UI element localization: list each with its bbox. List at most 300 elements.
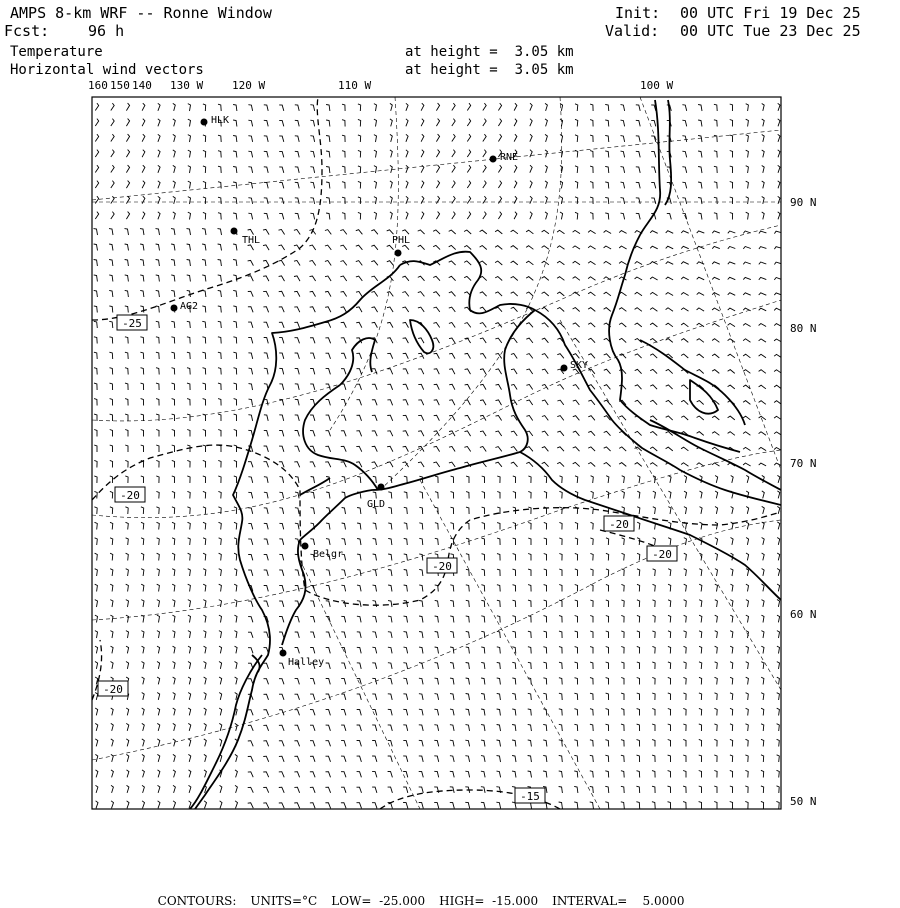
- wind-vector: [310, 539, 314, 545]
- wind-vector: [433, 276, 440, 280]
- wind-vector: [681, 463, 688, 466]
- wind-vector: [325, 322, 330, 327]
- wind-vector: [668, 507, 671, 514]
- wind-vector: [604, 246, 612, 249]
- contour-label-text: -20: [609, 518, 629, 531]
- wind-vector: [512, 740, 516, 747]
- wind-vector: [434, 338, 440, 343]
- wind-vector: [746, 135, 749, 142]
- wind-vector: [774, 401, 781, 405]
- wind-vector: [279, 617, 284, 623]
- wind-vector: [310, 679, 315, 685]
- wind-vector: [234, 414, 237, 421]
- wind-vector: [295, 120, 299, 126]
- wind-vector: [172, 538, 175, 545]
- wind-vector: [188, 584, 191, 591]
- wind-vector: [310, 307, 316, 312]
- wind-vector: [559, 709, 562, 716]
- wind-vector: [714, 739, 717, 746]
- wind-vector: [590, 709, 593, 716]
- wind-vector: [761, 801, 764, 808]
- wind-vector: [173, 754, 175, 762]
- wind-vector: [450, 663, 454, 670]
- wind-vector: [326, 400, 331, 406]
- wind-vector: [483, 212, 486, 219]
- wind-vector: [218, 491, 221, 498]
- wind-vector: [605, 213, 609, 220]
- wind-vector: [777, 755, 780, 762]
- wind-vector: [172, 507, 175, 514]
- wind-vector: [202, 229, 206, 235]
- wind-vector: [141, 631, 144, 638]
- wind-vector: [203, 430, 206, 437]
- wind-vector: [109, 260, 113, 267]
- wind-vector: [481, 725, 485, 731]
- wind-vector: [728, 432, 735, 436]
- wind-vector: [466, 554, 469, 561]
- wind-vector: [730, 708, 733, 715]
- wind-vector: [263, 307, 268, 313]
- wind-vector: [111, 165, 114, 172]
- latitude-label: 80 N: [790, 322, 817, 335]
- wind-vector: [340, 261, 346, 266]
- wind-vector: [358, 166, 361, 173]
- wind-vector: [778, 119, 780, 127]
- wind-vector: [342, 135, 345, 142]
- wind-vector: [387, 230, 394, 234]
- wind-vector: [173, 739, 176, 747]
- wind-vector: [173, 662, 176, 669]
- wind-vector: [310, 710, 315, 716]
- wind-vector: [606, 569, 609, 576]
- wind-vector: [94, 476, 97, 483]
- wind-vector: [341, 616, 345, 622]
- wind-vector: [481, 569, 484, 576]
- wind-vector: [528, 771, 532, 778]
- wind-vector: [341, 369, 346, 375]
- wind-vector: [248, 508, 252, 514]
- wind-vector: [604, 385, 611, 390]
- wind-vector: [728, 293, 736, 296]
- wind-vector: [590, 771, 594, 778]
- wind-vector: [372, 694, 376, 700]
- wind-vector: [637, 507, 640, 514]
- wind-vector: [326, 710, 331, 716]
- wind-vector: [388, 570, 392, 577]
- wind-vector: [310, 213, 314, 219]
- wind-vector: [203, 584, 206, 591]
- wind-vector: [450, 740, 454, 746]
- wind-vector: [372, 384, 377, 390]
- wind-vector: [263, 741, 268, 747]
- wind-vector: [295, 648, 300, 654]
- wind-vector: [110, 600, 113, 607]
- wind-vector: [467, 150, 470, 157]
- wind-vector: [682, 151, 686, 157]
- wind-vector: [95, 662, 98, 669]
- wind-vector: [637, 678, 640, 685]
- wind-vector: [233, 275, 237, 282]
- wind-vector: [295, 446, 300, 452]
- wind-vector: [575, 585, 578, 592]
- wind-vector: [325, 462, 331, 467]
- wind-vector: [746, 553, 749, 560]
- wind-vector: [95, 165, 98, 172]
- wind-vector: [203, 383, 206, 390]
- wind-vector: [387, 322, 393, 327]
- wind-vector: [326, 120, 330, 127]
- wind-vector: [635, 308, 642, 312]
- wind-vector: [294, 230, 300, 235]
- wind-vector: [573, 431, 580, 436]
- wind-vector: [187, 290, 191, 297]
- wind-vector: [311, 477, 315, 484]
- contour-label-text: -15: [520, 790, 540, 803]
- wind-vector: [575, 600, 578, 607]
- station-phl: [392, 235, 410, 257]
- wind-vector: [264, 446, 269, 452]
- wind-vector: [295, 105, 299, 111]
- wind-vector: [605, 135, 609, 142]
- wind-vector: [390, 119, 392, 127]
- wind-vector: [218, 476, 221, 483]
- wind-vector: [684, 600, 687, 607]
- wind-vector: [157, 631, 160, 638]
- wind-vector: [94, 430, 97, 437]
- wind-vector: [776, 801, 779, 808]
- wind-vector: [356, 322, 362, 327]
- wind-vector: [452, 150, 455, 157]
- wind-vector: [341, 710, 346, 716]
- wind-vector: [233, 136, 237, 143]
- wind-vector: [588, 354, 595, 359]
- wind-vector: [234, 615, 237, 622]
- wind-vector: [388, 709, 392, 715]
- wind-vector: [588, 463, 595, 467]
- wind-vector: [94, 306, 98, 313]
- wind-vector: [111, 801, 113, 809]
- wind-vector: [590, 662, 593, 669]
- wind-vector: [575, 166, 578, 173]
- wind-vector: [233, 260, 237, 267]
- wind-vector: [511, 385, 517, 390]
- wind-vector: [188, 662, 191, 669]
- wind-vector: [436, 150, 439, 158]
- wind-vector: [358, 150, 361, 157]
- wind-vector: [109, 290, 113, 297]
- wind-vector: [746, 724, 749, 731]
- wind-vector: [188, 723, 191, 731]
- field2-height: at height = 3.05 km: [405, 62, 574, 78]
- wind-vector: [310, 415, 315, 421]
- wind-vector: [777, 538, 780, 545]
- wind-vector: [590, 740, 593, 747]
- wind-vector: [357, 741, 362, 747]
- wind-vector: [730, 213, 733, 220]
- wind-vector: [125, 476, 128, 483]
- wind-vector: [204, 801, 206, 809]
- wind-vector: [233, 167, 237, 174]
- wind-vector: [388, 554, 392, 561]
- wind-vector: [172, 600, 175, 607]
- wind-vector: [712, 231, 720, 233]
- wind-vector: [542, 354, 549, 359]
- field1-height: at height = 3.05 km: [405, 44, 574, 60]
- wind-vector: [173, 212, 176, 220]
- wind-vector: [762, 600, 765, 607]
- contour-label-text: -20: [103, 683, 123, 696]
- wind-vector: [126, 569, 129, 576]
- wind-vector: [357, 632, 361, 638]
- wind-vector: [279, 601, 284, 607]
- wind-vector: [450, 585, 454, 592]
- wind-vector: [248, 725, 253, 731]
- wind-vector: [635, 292, 642, 295]
- wind-vector: [637, 553, 640, 560]
- wind-vector: [402, 230, 409, 234]
- wind-vector: [712, 293, 720, 296]
- wind-vector: [636, 802, 639, 809]
- wind-vector: [125, 306, 129, 313]
- wind-vector: [467, 119, 470, 126]
- wind-vector: [203, 507, 206, 514]
- wind-vector: [559, 554, 562, 561]
- wind-vector: [172, 631, 175, 638]
- wind-vector: [606, 724, 609, 731]
- wind-vector: [203, 553, 206, 560]
- wind-vector: [325, 446, 330, 452]
- wind-vector: [746, 569, 749, 576]
- wind-vector: [95, 708, 98, 715]
- wind-vector: [388, 772, 393, 778]
- wind-vector: [171, 321, 175, 328]
- wind-vector: [157, 723, 160, 731]
- wind-vector: [235, 662, 238, 669]
- wind-vector: [419, 632, 423, 639]
- wind-vector: [94, 260, 98, 267]
- wind-vector: [279, 803, 284, 808]
- wind-vector: [777, 600, 780, 607]
- wind-vector: [637, 522, 640, 529]
- wind-vector: [712, 277, 720, 279]
- wind-vector: [543, 709, 547, 716]
- wind-vector: [743, 416, 750, 420]
- wind-vector: [263, 245, 269, 250]
- wind-vector: [466, 709, 470, 715]
- wind-vector: [573, 385, 580, 390]
- wind-vector: [746, 538, 749, 545]
- wind-vector: [109, 306, 113, 313]
- wind-vector: [450, 631, 454, 638]
- wind-vector: [188, 166, 191, 173]
- wind-vector: [126, 212, 129, 220]
- wind-vector: [746, 739, 749, 746]
- wind-vector: [140, 352, 143, 359]
- wind-vector: [652, 662, 655, 669]
- wind-vector: [590, 553, 593, 560]
- wind-vector: [481, 678, 485, 685]
- wind-vector: [745, 786, 748, 793]
- wind-vector: [418, 276, 425, 281]
- wind-vector: [279, 276, 285, 281]
- wind-vector: [219, 739, 222, 747]
- wind-vector: [142, 103, 145, 111]
- wind-vector: [651, 182, 656, 188]
- wind-vector: [373, 523, 377, 530]
- wind-vector: [141, 522, 144, 529]
- wind-vector: [125, 337, 128, 344]
- wind-vector: [173, 770, 175, 778]
- wind-vector: [436, 196, 439, 204]
- wind-vector: [188, 615, 191, 622]
- wind-vector: [418, 369, 424, 374]
- wind-vector: [326, 415, 331, 421]
- wind-vector: [605, 151, 609, 158]
- wind-vector: [650, 416, 657, 420]
- wind-vector: [697, 370, 704, 374]
- wind-vector: [698, 120, 702, 127]
- wind-vector: [218, 337, 221, 344]
- wind-vector: [372, 632, 376, 638]
- wind-vector: [652, 646, 655, 653]
- wind-vector: [762, 522, 765, 529]
- contour-label: [115, 487, 145, 502]
- wind-vector: [637, 491, 640, 498]
- wind-vector: [218, 244, 222, 251]
- wind-vector: [279, 772, 284, 778]
- wind-vector: [697, 293, 704, 296]
- wind-vector: [636, 167, 640, 173]
- wind-vector: [248, 105, 252, 111]
- wind-vector: [341, 338, 346, 344]
- wind-vector: [358, 197, 361, 204]
- wind-vector: [403, 462, 409, 467]
- wind-vector: [279, 353, 284, 359]
- wind-vector: [449, 384, 455, 389]
- wind-vector: [465, 740, 469, 746]
- wind-vector: [171, 229, 175, 235]
- wind-vector: [142, 196, 145, 204]
- wind-vector: [682, 105, 686, 111]
- wind-vector: [481, 616, 485, 623]
- wind-vector: [187, 275, 191, 282]
- wind-vector: [715, 662, 718, 669]
- wind-vector: [171, 290, 175, 297]
- wind-vector: [234, 460, 237, 467]
- wind-vector: [545, 134, 547, 142]
- wind-vector: [450, 709, 454, 715]
- wind-vector: [419, 569, 423, 576]
- wind-vector: [326, 539, 330, 545]
- wind-vector: [497, 725, 501, 732]
- wind-vector: [202, 290, 206, 297]
- wind-vector: [480, 292, 487, 296]
- wind-vector: [777, 662, 780, 669]
- wind-vector: [357, 647, 361, 653]
- wind-vector: [761, 755, 764, 762]
- wind-vector: [203, 135, 206, 142]
- wind-vector: [126, 181, 129, 189]
- wind-vector: [234, 399, 237, 406]
- wind-vector: [542, 230, 549, 233]
- wind-vector: [187, 244, 191, 251]
- wind-vector: [699, 677, 702, 684]
- wind-vector: [202, 260, 206, 267]
- wind-vector: [248, 136, 252, 142]
- wind-vector: [248, 492, 252, 498]
- wind-vector: [712, 246, 720, 248]
- wind-vector: [294, 462, 299, 468]
- wind-vector: [127, 770, 129, 778]
- wind-vector: [759, 339, 766, 342]
- wind-vector: [109, 229, 113, 235]
- wind-vector: [650, 231, 658, 234]
- wind-vector: [497, 709, 501, 716]
- wind-vector: [233, 352, 236, 359]
- wind-vector: [465, 353, 471, 358]
- wind-vector: [419, 647, 423, 653]
- wind-vector: [465, 771, 469, 777]
- wind-vector: [326, 136, 330, 143]
- wind-vector: [557, 246, 564, 249]
- wind-vector: [651, 151, 656, 157]
- wind-vector: [452, 119, 455, 126]
- wind-vector: [109, 352, 112, 359]
- wind-vector: [761, 770, 764, 777]
- wind-vector: [761, 739, 764, 746]
- contour-label: [604, 516, 634, 531]
- wind-vector: [464, 261, 471, 265]
- wind-vector: [404, 476, 407, 483]
- wind-vector: [619, 385, 626, 390]
- wind-vector: [495, 338, 501, 343]
- wind-vector: [557, 431, 564, 436]
- wind-vector: [141, 553, 144, 560]
- station-dot: [490, 156, 497, 163]
- wind-vector: [606, 678, 609, 685]
- wind-vector: [264, 182, 268, 188]
- wind-vector: [668, 755, 671, 762]
- wind-vector: [606, 476, 609, 483]
- wind-vector: [357, 787, 362, 793]
- wind-vector: [434, 740, 438, 746]
- wind-vector: [140, 275, 144, 282]
- wind-vector: [759, 262, 767, 264]
- wind-vector: [110, 631, 113, 638]
- wind-vector: [465, 400, 471, 405]
- wind-vector: [264, 477, 268, 483]
- wind-vector: [528, 678, 532, 685]
- wind-vector: [310, 384, 315, 390]
- wind-vector: [650, 400, 657, 404]
- wind-vector: [464, 447, 470, 452]
- wind-vector: [652, 740, 655, 747]
- wind-vector: [730, 615, 733, 622]
- wind-vector: [403, 709, 407, 715]
- wind-vector: [480, 431, 486, 436]
- wind-vector: [466, 523, 469, 530]
- wind-vector: [496, 802, 500, 808]
- wind-vector: [543, 678, 546, 685]
- wind-vector: [126, 150, 129, 158]
- wind-vector: [94, 352, 97, 359]
- wind-vector: [604, 431, 611, 435]
- wind-vector: [219, 522, 222, 529]
- wind-vector: [172, 445, 175, 452]
- wind-vector: [466, 600, 470, 607]
- wind-vector: [404, 647, 408, 653]
- wind-vector: [310, 772, 315, 778]
